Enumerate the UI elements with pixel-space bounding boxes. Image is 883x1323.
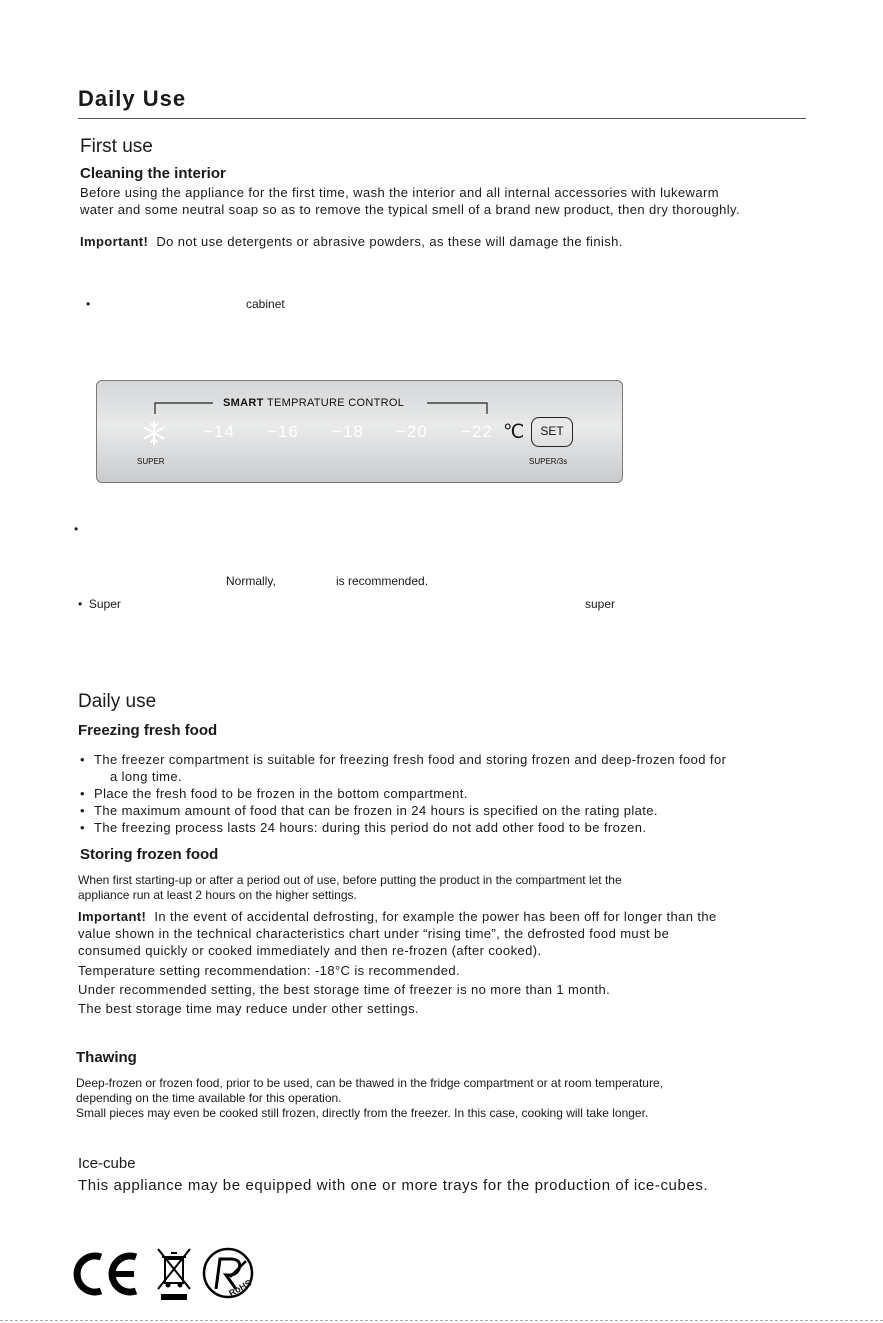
smart-label: SMART [223, 397, 264, 409]
important-note [80, 233, 623, 250]
super-fragment-left: • Super [78, 597, 121, 611]
daily-use-heading: Daily use [78, 691, 157, 712]
normally-fragment: Normally, [226, 574, 276, 588]
freezing-list [78, 751, 838, 836]
important-line-2: value shown in the technical characteristics chart under “rising time”, the defrosted food must be [78, 926, 670, 941]
storing-paragraph [78, 873, 838, 903]
certification-logos [70, 1245, 270, 1305]
list-item: • The freezer compartment is suitable for freezing fresh food and storing frozen and deep-frozen food for [78, 751, 838, 768]
rohs-text: RoHS [227, 1277, 254, 1299]
list-item: • The freezing process lasts 24 hours: during this period do not add other food to be frozen. [78, 819, 838, 836]
cleaning-line-2: water and some neutral soap so as to remove the typical smell of a brand new product, then dry thoroughly. [80, 202, 740, 217]
important-label-2: Important! [78, 909, 147, 924]
temp-minus-14: −14 [203, 422, 235, 441]
title-rule [78, 118, 806, 119]
cleaning-paragraph [80, 184, 820, 218]
temp-minus-22: −22 [461, 422, 493, 441]
icecube-heading [78, 1155, 136, 1172]
list-item: • Place the fresh food to be frozen in the bottom compartment. [78, 785, 838, 802]
recommended-fragment: is recommended. [336, 574, 429, 588]
temp-minus-16: −16 [267, 422, 299, 441]
temp-minus-18: −18 [332, 422, 364, 441]
storing-important [78, 908, 838, 959]
best-storage-line: The best storage time may reduce under other settings. [78, 1001, 419, 1016]
temp-rec-line: Temperature setting recommendation: -18°C is recommended. [78, 963, 461, 978]
thawing-heading: Thawing [76, 1049, 137, 1066]
set-button[interactable]: SET [531, 417, 573, 447]
icecube-heading-text: Ice-cube [78, 1155, 136, 1172]
thawing-line-3: Small pieces may even be cooked still frozen, directly from the freezer. In this case, cooking will take longer. [76, 1106, 649, 1120]
thawing-line-1: Deep-frozen or frozen food, prior to be used, can be thawed in the fridge compartment or at room temperature, [76, 1076, 663, 1090]
cleaning-heading: Cleaning the interior [80, 165, 226, 182]
super-left-text: Super [88, 597, 121, 611]
cabinet-fragment: cabinet [246, 297, 285, 311]
list-item: • The maximum amount of food that can be frozen in 24 hours is specified on the rating plate. [78, 802, 838, 819]
list-item-continuation [78, 768, 838, 785]
page-title: Daily Use [78, 86, 187, 111]
bullet-fragment-2: • [74, 522, 79, 536]
under-rec-line: Under recommended setting, the best storage time of freezer is no more than 1 month. [78, 982, 611, 997]
important-line-3: consumed quickly or cooked immediately and then re-frozen (after cooked). [78, 943, 542, 958]
list-item-continuation-text: a long time. [110, 769, 183, 784]
thawing-line-2: depending on the time available for this operation. [76, 1091, 342, 1105]
temprature-control-label: TEMPRATURE CONTROL [266, 397, 405, 409]
important-line-1: In the event of accidental defrosting, for example the power has been off for longer than the [154, 909, 717, 924]
important-text: Do not use detergents or abrasive powders, as these will damage the finish. [156, 234, 623, 249]
bullet-fragment: • [86, 297, 91, 311]
crossed-bin-icon [156, 1247, 192, 1301]
freezing-heading: Freezing fresh food [78, 722, 218, 739]
storing-line-1: When first starting-up or after a period out of use, before putting the product in the compartment let the [78, 873, 622, 887]
storing-heading: Storing frozen food [80, 846, 219, 863]
temp-minus-20: −20 [396, 422, 428, 441]
super-3s-label: SUPER/3s [529, 457, 568, 466]
snowflake-icon [141, 420, 167, 446]
icecube-text: This appliance may be equipped with one or more trays for the production of ice-cubes. [78, 1177, 709, 1194]
ce-mark-icon [70, 1251, 142, 1297]
smart-control-label [223, 397, 404, 409]
super-fragment-right: super [585, 597, 616, 611]
temperature-recommendation [78, 961, 838, 1018]
thawing-paragraph [76, 1076, 856, 1121]
first-use-heading: First use [80, 136, 153, 157]
celsius-unit: ℃ [503, 422, 525, 443]
cleaning-line-1: Before using the appliance for the first time, wash the interior and all internal accessories with lukewarm [80, 185, 719, 200]
important-label: Important! [80, 234, 149, 249]
super-label: SUPER [137, 457, 165, 466]
storing-line-2: appliance run at least 2 hours on the higher settings. [78, 888, 357, 902]
footer-rule [0, 1320, 883, 1321]
control-panel [96, 380, 623, 483]
